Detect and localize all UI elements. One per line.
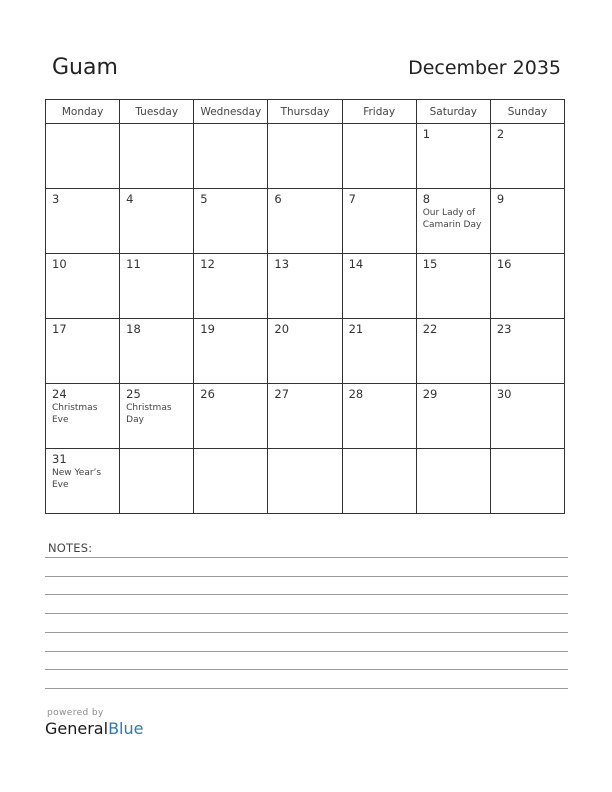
day-number: 27 — [274, 387, 290, 401]
calendar-empty-cell — [268, 124, 342, 189]
calendar-week-row — [46, 189, 565, 254]
calendar-week-row — [46, 449, 565, 514]
calendar-day-cell — [46, 254, 120, 319]
calendar-day-cell — [342, 189, 416, 254]
weekday-header: Wednesday — [194, 100, 268, 124]
calendar-empty-cell — [46, 124, 120, 189]
calendar-day-cell — [46, 319, 120, 384]
holiday-label: New Year’s Eve — [52, 468, 102, 490]
calendar-day-cell — [490, 319, 564, 384]
calendar-day-cell — [194, 384, 268, 449]
day-number: 12 — [200, 257, 215, 271]
calendar-empty-cell — [490, 449, 564, 514]
notes-line — [45, 557, 568, 558]
day-number: 7 — [348, 192, 356, 206]
day-number: 20 — [274, 322, 290, 336]
day-number: 24 — [52, 387, 67, 401]
notes-label: NOTES: — [48, 541, 93, 555]
calendar-empty-cell — [120, 449, 194, 514]
calendar-day-cell — [194, 254, 268, 319]
calendar-day-cell — [194, 319, 268, 384]
calendar-day-cell — [46, 384, 120, 449]
day-number: 5 — [200, 192, 208, 206]
day-number: 21 — [348, 322, 364, 336]
notes-line — [45, 594, 568, 595]
calendar-day-cell — [416, 384, 490, 449]
day-number: 9 — [496, 192, 505, 206]
day-number: 10 — [52, 257, 67, 271]
weekday-header: Monday — [46, 100, 120, 124]
weekday-header: Thursday — [268, 100, 342, 124]
calendar-day-cell — [46, 189, 120, 254]
brand-footer — [45, 708, 143, 739]
calendar-day-cell — [490, 124, 564, 189]
calendar-day-cell — [490, 384, 564, 449]
calendar-day-cell — [342, 319, 416, 384]
day-number: 31 — [52, 452, 67, 466]
day-number: 16 — [496, 257, 512, 271]
powered-by-text: powered by — [47, 708, 104, 718]
notes-line — [45, 669, 568, 670]
calendar-body — [46, 124, 565, 514]
weekday-header-row — [46, 100, 565, 124]
calendar-day-cell — [268, 189, 342, 254]
calendar-day-cell — [416, 124, 490, 189]
notes-line — [45, 651, 568, 652]
calendar-day-cell — [268, 254, 342, 319]
day-number: 22 — [422, 322, 438, 336]
calendar-empty-cell — [342, 124, 416, 189]
calendar-week-row — [46, 319, 565, 384]
calendar-day-cell — [46, 449, 120, 514]
calendar-empty-cell — [194, 124, 268, 189]
day-number: 8 — [422, 192, 431, 206]
brand-blue-text: Blue — [108, 719, 144, 738]
generalblue-logo — [45, 719, 143, 739]
day-number: 11 — [126, 257, 141, 271]
calendar-day-cell — [120, 254, 194, 319]
month-year-title: December 2035 — [408, 57, 561, 79]
holiday-label: Christmas Day — [126, 403, 172, 425]
day-number: 3 — [52, 192, 60, 206]
notes-line — [45, 613, 568, 614]
weekday-header: Saturday — [416, 100, 490, 124]
holiday-label: Our Lady of Camarin Day — [422, 208, 482, 230]
calendar-empty-cell — [416, 449, 490, 514]
day-number: 15 — [422, 257, 438, 271]
day-number: 6 — [274, 192, 282, 206]
calendar-day-cell — [120, 189, 194, 254]
day-number: 25 — [126, 387, 141, 401]
day-number: 18 — [126, 322, 141, 336]
day-number: 2 — [496, 127, 505, 141]
calendar-week-row — [46, 124, 565, 189]
day-number: 26 — [200, 387, 215, 401]
day-number: 4 — [126, 192, 134, 206]
calendar-day-cell — [416, 254, 490, 319]
calendar-week-row — [46, 384, 565, 449]
calendar-empty-cell — [268, 449, 342, 514]
calendar-day-cell — [268, 384, 342, 449]
calendar-day-cell — [120, 384, 194, 449]
calendar-empty-cell — [342, 449, 416, 514]
calendar-day-cell — [416, 319, 490, 384]
region-title: Guam — [52, 55, 118, 80]
day-number: 13 — [274, 257, 290, 271]
weekday-header: Friday — [342, 100, 416, 124]
day-number: 30 — [496, 387, 512, 401]
day-number: 19 — [200, 322, 215, 336]
calendar-day-cell — [416, 189, 490, 254]
day-number: 17 — [52, 322, 67, 336]
calendar-day-cell — [342, 254, 416, 319]
calendar-day-cell — [268, 319, 342, 384]
weekday-header: Tuesday — [120, 100, 194, 124]
weekday-header: Sunday — [490, 100, 564, 124]
notes-line — [45, 632, 568, 633]
day-number: 28 — [348, 387, 364, 401]
calendar-day-cell — [342, 384, 416, 449]
day-number: 29 — [422, 387, 438, 401]
holiday-label: Christmas Eve — [52, 403, 98, 425]
calendar-empty-cell — [120, 124, 194, 189]
brand-general-text: General — [45, 719, 109, 738]
notes-line — [45, 688, 568, 689]
notes-line — [45, 576, 568, 577]
calendar-day-cell — [490, 189, 564, 254]
calendar-day-cell — [490, 254, 564, 319]
day-number: 23 — [496, 322, 512, 336]
calendar-day-cell — [194, 189, 268, 254]
day-number: 1 — [422, 127, 431, 141]
day-number: 14 — [348, 257, 364, 271]
calendar-week-row — [46, 254, 565, 319]
calendar-grid — [45, 99, 565, 514]
calendar-empty-cell — [194, 449, 268, 514]
calendar-day-cell — [120, 319, 194, 384]
